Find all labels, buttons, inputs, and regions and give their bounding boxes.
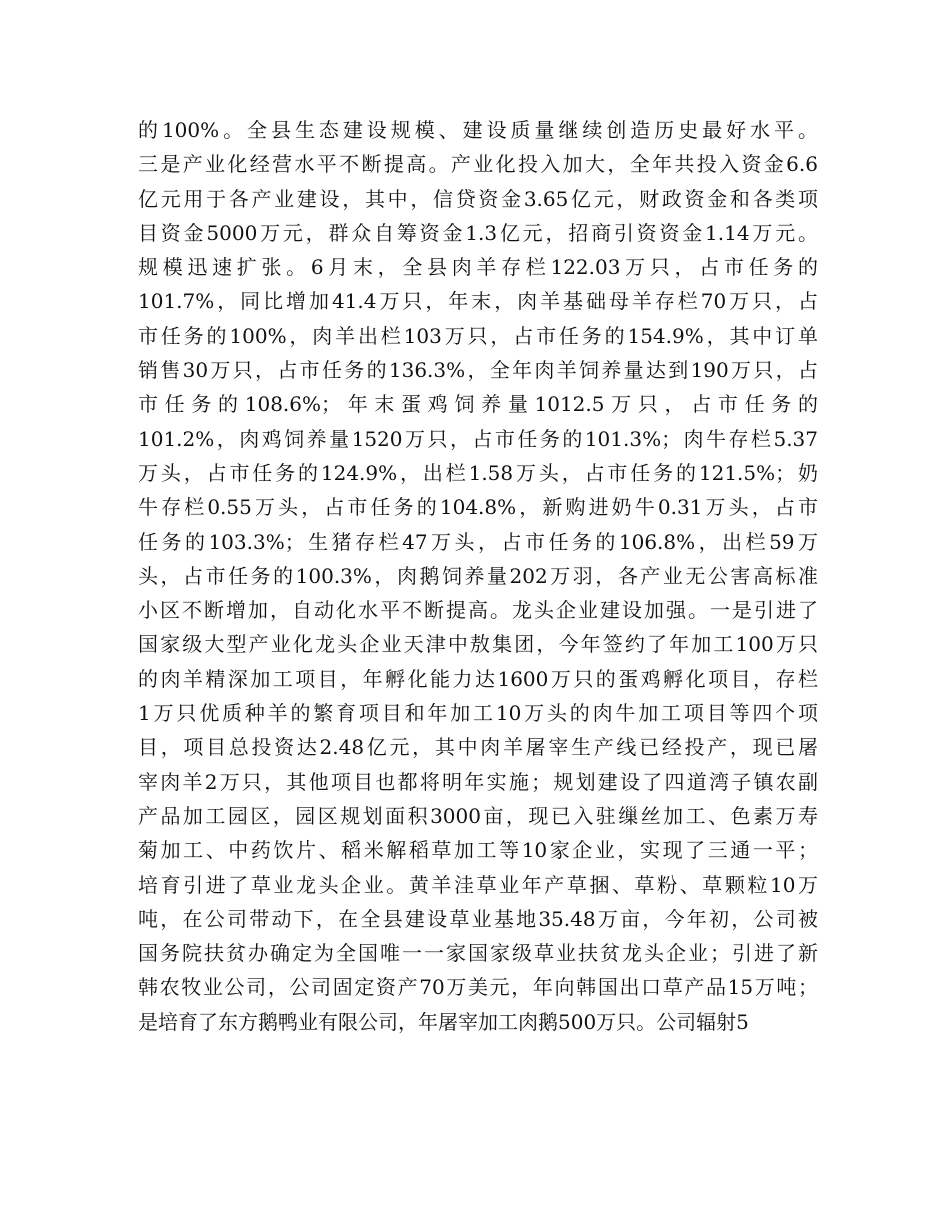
text-line: 牛存栏0.55万头，占市任务的104.8%，新购进奶牛0.31万头，占市 bbox=[138, 495, 818, 520]
text-line: 三是产业化经营水平不断提高。产业化投入加大，全年共投入资金6.6 bbox=[138, 152, 818, 177]
text-line: 是培育了东方鹅鸭业有限公司，年屠宰加工肉鹅500万只。公司辐射5 bbox=[138, 1009, 749, 1034]
text-line: 小区不断增加，自动化水平不断提高。龙头企业建设加强。一是引进了 bbox=[138, 598, 818, 623]
text-line: 任务的103.3%；生猪存栏47万头，占市任务的106.8%，出栏59万 bbox=[138, 529, 818, 554]
text-line: 101.7%，同比增加41.4万只，年末，肉羊基础母羊存栏70万只，占 bbox=[138, 289, 818, 314]
text-line: 市任务的108.6%；年末蛋鸡饲养量1012.5万只，占市任务的 bbox=[138, 392, 818, 417]
text-line: 目，项目总投资达2.48亿元，其中肉羊屠宰生产线已经投产，现已屠 bbox=[138, 735, 818, 760]
text-line: 市任务的100%，肉羊出栏103万只，占市任务的154.9%，其中订单 bbox=[138, 323, 818, 348]
text-line: 宰肉羊2万只，其他项目也都将明年实施；规划建设了四道湾子镇农副 bbox=[138, 769, 818, 794]
text-line: 韩农牧业公司，公司固定资产70万美元，年向韩国出口草产品15万吨； bbox=[138, 975, 818, 1000]
text-line: 头，占市任务的100.3%，肉鹅饲养量202万羽，各产业无公害高标准 bbox=[138, 563, 818, 588]
text-line: 国务院扶贫办确定为全国唯一一家国家级草业扶贫龙头企业；引进了新 bbox=[138, 941, 818, 966]
text-line: 目资金5000万元，群众自筹资金1.3亿元，招商引资资金1.14万元。 bbox=[138, 220, 818, 245]
text-line: 的肉羊精深加工项目，年孵化能力达1600万只的蛋鸡孵化项目，存栏 bbox=[138, 666, 818, 691]
text-line: 国家级大型产业化龙头企业天津中敖集团，今年签约了年加工100万只 bbox=[138, 632, 818, 657]
text-line: 规模迅速扩张。6月末，全县肉羊存栏122.03万只，占市任务的 bbox=[138, 255, 818, 280]
text-line: 的100%。全县生态建设规模、建设质量继续创造历史最好水平。 bbox=[138, 118, 818, 142]
text-line: 101.2%，肉鸡饲养量1520万只，占市任务的101.3%；肉牛存栏5.37 bbox=[138, 426, 818, 451]
text-line: 亿元用于各产业建设，其中，信贷资金3.65亿元，财政资金和各类项 bbox=[138, 186, 818, 211]
text-line: 1万只优质种羊的繁育项目和年加工10万头的肉牛加工项目等四个项 bbox=[138, 701, 818, 726]
text-line: 万头，占市任务的124.9%，出栏1.58万头，占市任务的121.5%；奶 bbox=[138, 460, 818, 485]
text-line: 产品加工园区，园区规划面积3000亩，现已入驻缫丝加工、色素万寿 bbox=[138, 803, 818, 828]
text-line: 培育引进了草业龙头企业。黄羊洼草业年产草捆、草粉、草颗粒10万 bbox=[138, 872, 818, 897]
text-line: 吨，在公司带动下，在全县建设草业基地35.48万亩，今年初，公司被 bbox=[138, 906, 818, 931]
text-line: 菊加工、中药饮片、稻米解稻草加工等10家企业，实现了三通一平； bbox=[138, 838, 818, 863]
text-line: 销售30万只，占市任务的136.3%，全年肉羊饲养量达到190万只，占 bbox=[138, 358, 818, 383]
body-text bbox=[138, 113, 818, 1039]
